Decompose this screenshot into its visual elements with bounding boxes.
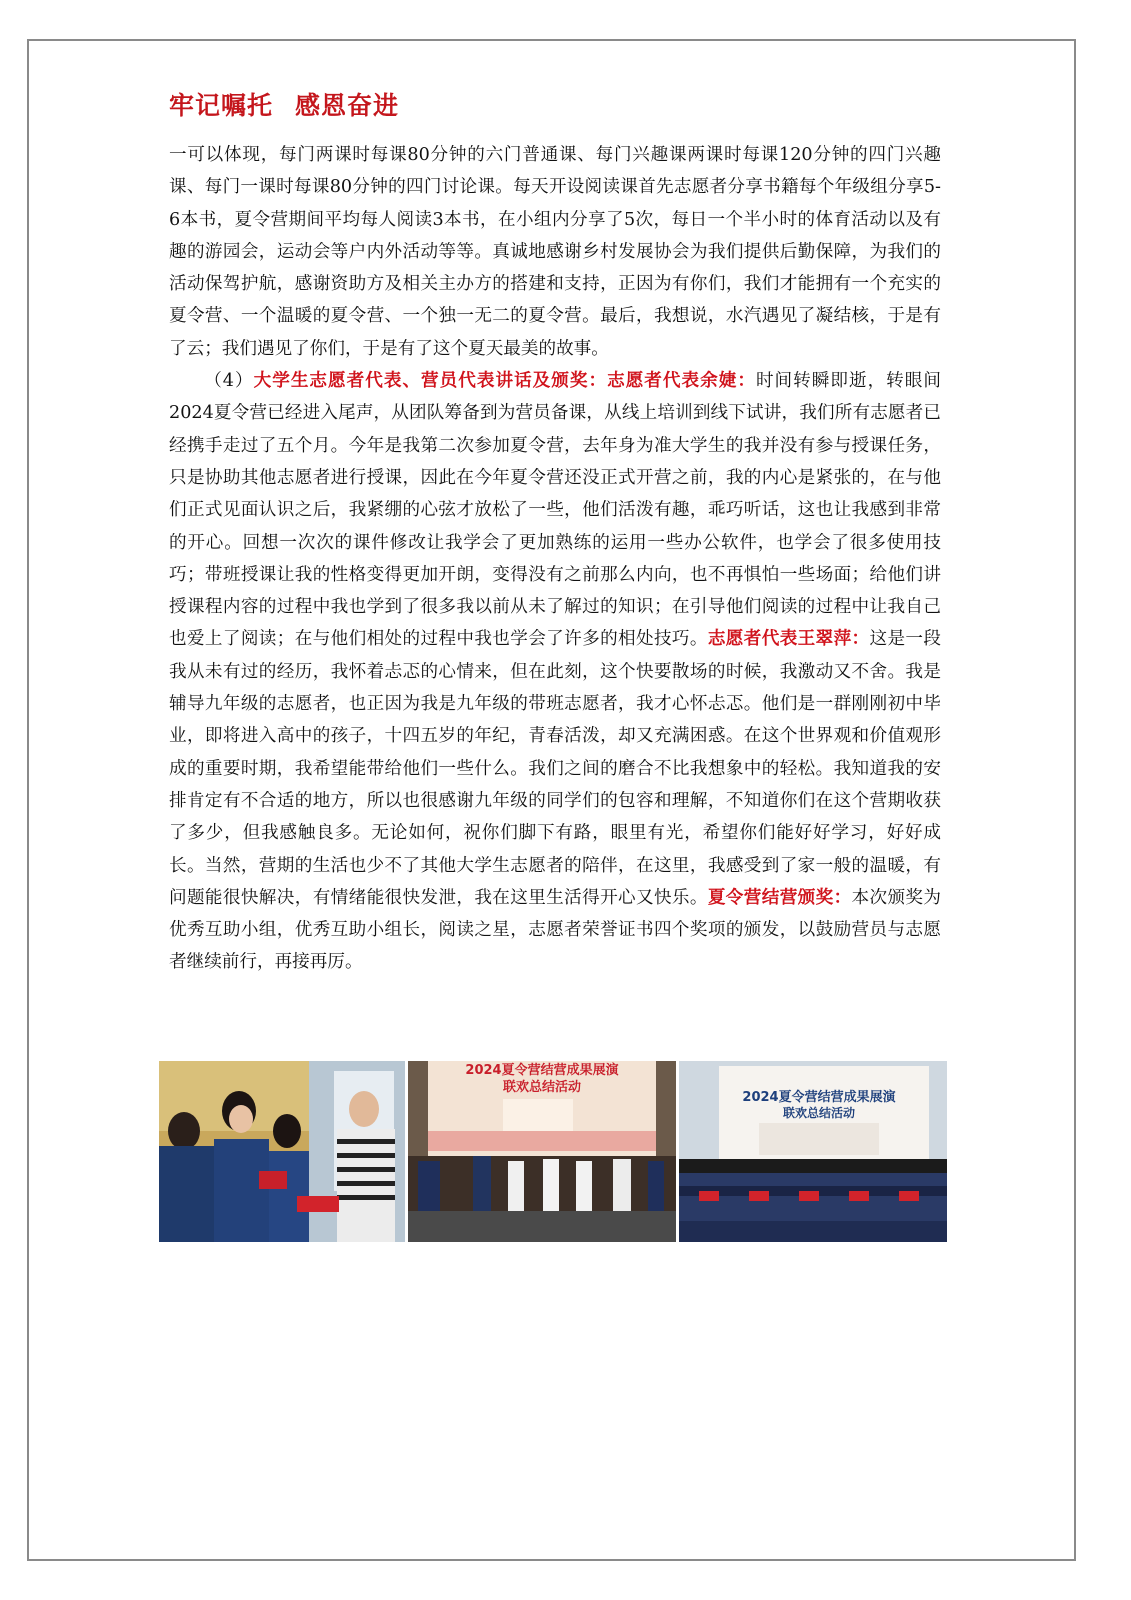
photo-strip [159,1061,947,1242]
title-part-2: 感恩奋进 [295,91,400,120]
speaker-2-label: 志愿者代表王翠萍： [707,628,870,650]
banner-3-subtitle: 联欢总结活动 [782,1106,856,1120]
award-heading: 夏令营结营颁奖： [707,886,852,908]
banner-2-title: 2024夏令营结营成果展演 [465,1063,619,1078]
speaker-2-text: 这是一段我从未有过的经历，我怀着忐忑的心情来，但在此刻，这个快要散场的时候，我激动又不舍。我是辅导九年级的志愿者，也正因为我是九年级的带班志愿者，我才心怀忐忑。他们是一群刚刚初中毕业，即将进入高中的孩子，十四五岁的年纪，青春活泼，却又充满困惑。在这个世界观和价值观形成的重要时期，我希望能带给他们一些什么。我们之间的磨合不比我想象中的轻松。我知道我的安排肯定有不合适的地方，所以也很感谢九年级的同学们的包容和理解，不知道你们在这个营期收获了多少，但我感触良多。无论如何，祝你们脚下有路，眼里有光，希望你们能好好学习，好好成长。当然，营期的生活也少不了其他大学生志愿者的陪伴，在这里，我感受到了家一般的温暖，有问题能很快解决，有情绪能很快发泄，我在这里生活得开心又快乐。 [169,629,941,908]
section-heading: 大学生志愿者代表、营员代表讲话及颁奖： [253,370,608,392]
speaker-1-label: 志愿者代表余婕： [607,370,756,392]
banner-2-subtitle: 联欢总结活动 [502,1080,582,1095]
photo-group-photo [679,1061,947,1242]
award-text: 本次颁奖为优秀互助小组，优秀互助小组长，阅读之星，志愿者荣誉证书四个奖项的颁发，以鼓励营员与志愿者继续前行，再接再厉。 [169,887,941,973]
paragraph-1: 一可以体现，每门两课时每课80分钟的六门普通课、每门兴趣课两课时每课120分钟的四门兴趣课、每门一课时每课80分钟的四门讨论课。每天开设阅读课首先志愿者分享书籍每个年级组分享5-6本书，夏令营期间平均每人阅读3本书，在小组内分享了5次，每日一个半小时的体育活动以及有趣的游园会，运动会等户内外活动等等。真诚地感谢乡村发展协会为我们提供后勤保障，为我们的活动保驾护航，感谢资助方及相关主办方的搭建和支持，正因为有你们，我们才能拥有一个充实的夏令营、一个温暖的夏令营、一个独一无二的夏令营。最后，我想说，水汽遇见了凝结核，于是有了云；我们遇见了你们，于是有了这个夏天最美的故事。 [169,145,941,359]
photo-award-handover [159,1061,405,1242]
article-body [169,139,941,979]
title-part-1: 牢记嘱托 [169,91,274,120]
section-number: （4） [204,371,254,392]
page-title [169,86,399,122]
banner-3-title: 2024夏令营结营成果展演 [742,1090,896,1105]
paragraph-2 [169,365,941,979]
photo-stage-group [408,1061,676,1242]
speaker-1-text: 时间转瞬即逝，转眼间2024夏令营已经进入尾声，从团队筹备到为营员备课，从线上培训到线下试讲，我们所有志愿者已经携手走过了五个月。今年是我第二次参加夏令营，去年身为准大学生的我并没有参与授课任务，只是协助其他志愿者进行授课，因此在今年夏令营还没正式开营之前，我的内心是紧张的，在与他们正式见面认识之后，我紧绷的心弦才放松了一些，他们活泼有趣，乖巧听话，这也让我感到非常的开心。回想一次次的课件修改让我学会了更加熟练的运用一些办公软件，也学会了很多使用技巧；带班授课让我的性格变得更加开朗，变得没有之前那么内向，也不再惧怕一些场面；给他们讲授课程内容的过程中我也学到了很多我以前从未了解过的知识；在引导他们阅读的过程中让我自己也爱上了阅读；在与他们相处的过程中我也学会了许多的相处技巧。 [169,371,941,650]
